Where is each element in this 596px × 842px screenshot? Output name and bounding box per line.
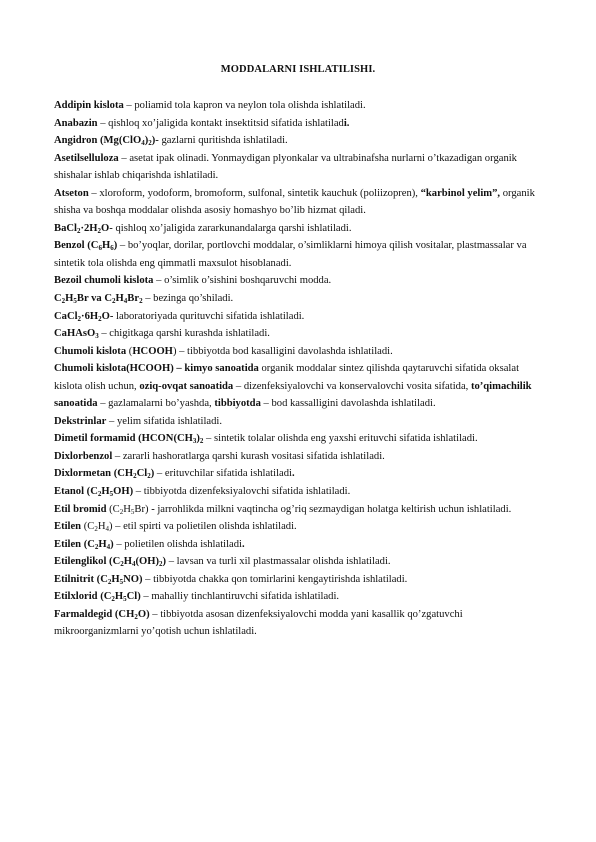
subscript-text: 2 <box>199 437 204 446</box>
term-text: H <box>114 591 124 603</box>
term-text: Bezoil chumoli kislota <box>54 275 154 287</box>
description-text: – bezinga qo’shiladi. <box>142 293 234 305</box>
term-text: ) <box>113 240 118 252</box>
entry-paragraph <box>54 185 544 220</box>
subscript-text: 2 <box>76 226 81 235</box>
term-text: Etilnitrit (C <box>54 573 108 585</box>
description-text: (C <box>81 521 95 533</box>
subscript-text: 2 <box>111 595 115 604</box>
entry-paragraph <box>54 360 544 413</box>
term-text: OH) <box>113 486 134 498</box>
description-text: – o’simlik o’sishini boshqaruvchi modda. <box>153 275 332 287</box>
subscript-text: 6 <box>110 244 114 253</box>
subscript-text: 2 <box>94 542 99 551</box>
term-text: Etanol (C <box>54 486 98 498</box>
description-text: – yelim sifatida ishlatiladi. <box>106 415 223 427</box>
description-text: H <box>123 503 131 515</box>
subscript-text: 4 <box>131 560 136 569</box>
term-text: HCOOH <box>132 345 173 357</box>
entry-paragraph <box>54 483 544 501</box>
entry-paragraph <box>54 97 544 115</box>
term-text: ·2H <box>80 222 98 234</box>
term-text: BaCl <box>54 222 77 234</box>
term-text: H <box>115 293 124 305</box>
subscript-text: 3 <box>192 437 197 446</box>
subscript-text: 2 <box>61 297 66 306</box>
description-text: – gazlamalarni bo’yashda, <box>97 398 215 410</box>
entry-paragraph <box>54 553 544 571</box>
term-text: O) <box>137 608 150 620</box>
term-text: )- <box>151 135 159 147</box>
description-text: – zararli hashoratlarga qarshi kurash vositasi sifatida ishlatiladi. <box>112 450 385 462</box>
description-text: – erituvchilar sifatida ishlatiladi <box>154 468 292 480</box>
subscript-text: 2 <box>134 612 138 621</box>
subscript-text: 2 <box>119 507 124 516</box>
description-text: – bod kassalligini davolashda ishlatiladi. <box>260 398 436 410</box>
term-text: Br <box>127 293 140 305</box>
entry-paragraph <box>54 220 544 238</box>
entry-paragraph <box>54 150 544 185</box>
term-text: i. <box>343 117 350 129</box>
term-text: H <box>111 573 120 585</box>
term-text: Etil bromid <box>54 503 107 515</box>
entry-paragraph <box>54 237 544 272</box>
entry-paragraph <box>54 606 544 641</box>
term-text: Benzol (C <box>54 240 99 252</box>
description-text: – tibbiyotda dizenfeksiyalovchi sifatida ishlatiladi. <box>133 486 351 498</box>
subscript-text: 2 <box>139 297 143 306</box>
entry-paragraph <box>54 518 544 536</box>
description-text: ) – tibbiyotda bod kasalligini davolashda ishlatiladi. <box>172 345 393 357</box>
subscript-text: 5 <box>119 577 124 586</box>
entry-paragraph <box>54 430 544 448</box>
description-text: qishloq xo’jaligida zararkunandalarga qarshi ishlatiladi. <box>112 222 352 234</box>
entry-paragraph <box>54 308 544 326</box>
term-text: ) <box>162 556 167 568</box>
term-text: oziq-ovqat sanoatida <box>139 380 234 392</box>
subscript-text: 4 <box>105 525 109 534</box>
entry-paragraph <box>54 290 544 308</box>
term-text: Dimetil formamid (HCON(CH <box>54 433 193 445</box>
description-text: – chigitkaga qarshi kurashda ishlatiladi. <box>98 328 270 340</box>
subscript-text: 3 <box>95 332 99 341</box>
term-text: ) <box>196 433 200 445</box>
subscript-text: 2 <box>97 490 102 499</box>
description-text: jarrohlikda milkni vaqtincha og’riq sezmaydigan holatga keltirish uchun ishlatiladi. <box>154 503 512 515</box>
description-text: – polietilen olishda ishlatiladi <box>113 538 242 550</box>
term-text: CaHAsO <box>54 328 96 340</box>
subscript-text: 5 <box>123 595 127 604</box>
description-text: – poliamid tola kapron va neylon tola olishda ishlatiladi. <box>123 100 366 111</box>
term-text: (OH) <box>135 556 160 568</box>
entry-list <box>54 97 544 641</box>
subscript-text: 2 <box>97 226 102 235</box>
entry-paragraph <box>54 501 544 519</box>
subscript-text: 4 <box>106 542 111 551</box>
entry-paragraph <box>54 115 544 133</box>
subscript-text: 4 <box>123 297 128 306</box>
term-text: H <box>101 240 111 252</box>
description-text: ) – etil spirti va polietilen olishda ishlatiladi. <box>108 521 297 533</box>
term-text: H <box>123 556 132 568</box>
entry-paragraph <box>54 132 544 150</box>
entry-paragraph <box>54 448 544 466</box>
term-text: Br va C <box>76 293 113 305</box>
term-text: ) <box>144 135 149 147</box>
term-text: Etilxlorid (C <box>54 591 112 603</box>
term-text: H <box>101 486 110 498</box>
subscript-text: 2 <box>133 472 137 481</box>
term-text: Farmaldegid (CH <box>54 608 135 620</box>
term-text: H <box>98 538 107 550</box>
document-title: MODDALARNI ISHLATILISHI. <box>220 64 376 75</box>
description-text: – sintetik tolalar olishda eng yaxshi erituvchi sifatida ishlatiladi. <box>203 433 478 445</box>
description-text: (C <box>106 503 120 515</box>
entry-paragraph <box>54 272 544 290</box>
term-text: Chumoli kislota(HCOOH) – kimyo sanoatida <box>54 363 259 375</box>
term-text: H <box>65 293 74 305</box>
subscript-text: 4 <box>141 139 145 148</box>
description-text: – qishloq xo’jaligida kontakt insektitsid sifatida ishlatilad <box>97 117 344 129</box>
term-text: - <box>151 503 155 515</box>
subscript-text: 2 <box>107 577 112 586</box>
description-text: – tibbiyotda asosan dizenfeksiyalovchi modda yani kasallik qo’zgatuvchi mikroorganizmlarni yo’qotish uchun ishlatiladi. <box>54 608 463 638</box>
description-text: gazlarni quritishda ishlatiladi. <box>158 135 288 147</box>
term-text: Asetilselluloza <box>54 152 119 164</box>
term-text: Cl <box>136 468 148 480</box>
subscript-text: 2 <box>94 525 98 534</box>
term-text: NO) <box>123 573 143 585</box>
term-text: . <box>291 468 295 480</box>
term-text: . <box>241 538 245 550</box>
subscript-text: 2 <box>120 560 124 569</box>
description-text: – tibbiyotda chakka qon tomirlarini kengaytirishda ishlatiladi. <box>142 573 408 585</box>
term-text: Dekstrinlar <box>54 415 107 427</box>
subscript-text: 2 <box>147 472 151 481</box>
description-text: – bo’yoqlar, dorilar, portlovchi moddalar, o’simliklarni himoya qilish vositalar, plastmassalar va sintetik tola olishda eng qimmatli maxsulot hisoblanadi. <box>54 240 527 269</box>
entry-paragraph <box>54 413 544 431</box>
subscript-text: 2 <box>112 297 116 306</box>
entry-paragraph <box>54 343 544 361</box>
subscript-text: 2 <box>77 314 82 323</box>
entry-paragraph <box>54 465 544 483</box>
term-text: Dixlorbenzol <box>54 450 113 462</box>
term-text: to’qimachilik sanoatida <box>54 380 532 410</box>
term-text: Etilen <box>54 521 82 533</box>
subscript-text: 5 <box>130 507 135 516</box>
term-text: Atseton <box>54 187 89 199</box>
description-text: – lavsan va turli xil plastmassalar olishda ishlatiladi. <box>166 556 391 568</box>
term-text: Etilen (C <box>54 538 95 550</box>
subscript-text: 6 <box>98 244 102 253</box>
term-text: tibbiyotda <box>214 398 261 410</box>
term-text: “karbinol yelim”, <box>420 187 501 199</box>
term-text: CaCl <box>54 310 78 322</box>
term-text: Chumoli kislota <box>54 345 127 357</box>
term-text: ) <box>150 468 155 480</box>
term-text: Angidron (Mg(ClO <box>54 135 142 147</box>
description-text: organik moddalar sintez qilishda qaytaruvchi sifatida oksalat kislota olish uchun, <box>54 363 520 392</box>
description-text: – xloroform, yodoform, bromoform, sulfonal, sintetik kauchuk (poliizopren), <box>88 187 421 199</box>
subscript-text: 5 <box>109 490 114 499</box>
term-text: Etilenglikol (C <box>54 556 121 568</box>
entry-paragraph <box>54 536 544 554</box>
term-text: O- <box>101 222 113 234</box>
term-text: Anabazin <box>54 117 98 129</box>
entry-paragraph <box>54 571 544 589</box>
term-text: Dixlormetan (CH <box>54 468 134 480</box>
term-text: ) <box>110 538 114 550</box>
subscript-text: 2 <box>148 139 152 148</box>
description-text: Br) <box>134 503 152 515</box>
description-text: – dizenfeksiyalovchi va konservalovchi vosita sifatida, <box>233 380 471 392</box>
description-text: laboratoriyada qurituvchi sifatida ishlatiladi. <box>113 310 305 322</box>
term-text: Cl) <box>126 591 141 603</box>
description-text: ( <box>126 345 133 357</box>
term-text: Addipin kislota <box>54 100 124 111</box>
subscript-text: 5 <box>73 297 77 306</box>
subscript-text: 2 <box>159 560 163 569</box>
subscript-text: 2 <box>98 314 102 323</box>
description-text: – asetat ipak olinadi. Yonmaydigan plyonkalar va ultrabinafsha nurlarni o’tkazadigan organik shishalar ishlab chiqarishda ishlatiladi. <box>54 152 517 182</box>
term-text: O- <box>101 310 114 322</box>
description-text: H <box>97 521 106 533</box>
description-text: organik shisha va boshqa moddalar olishda asosiy homashyo bo’lib hizmat qiladi. <box>54 187 535 217</box>
description-text: – mahalliy tinchlantiruvchi sifatida ishlatiladi. <box>140 591 340 603</box>
entry-paragraph <box>54 588 544 606</box>
entry-paragraph <box>54 325 544 343</box>
term-text: ·6H <box>81 310 99 322</box>
term-text: C <box>54 293 62 305</box>
